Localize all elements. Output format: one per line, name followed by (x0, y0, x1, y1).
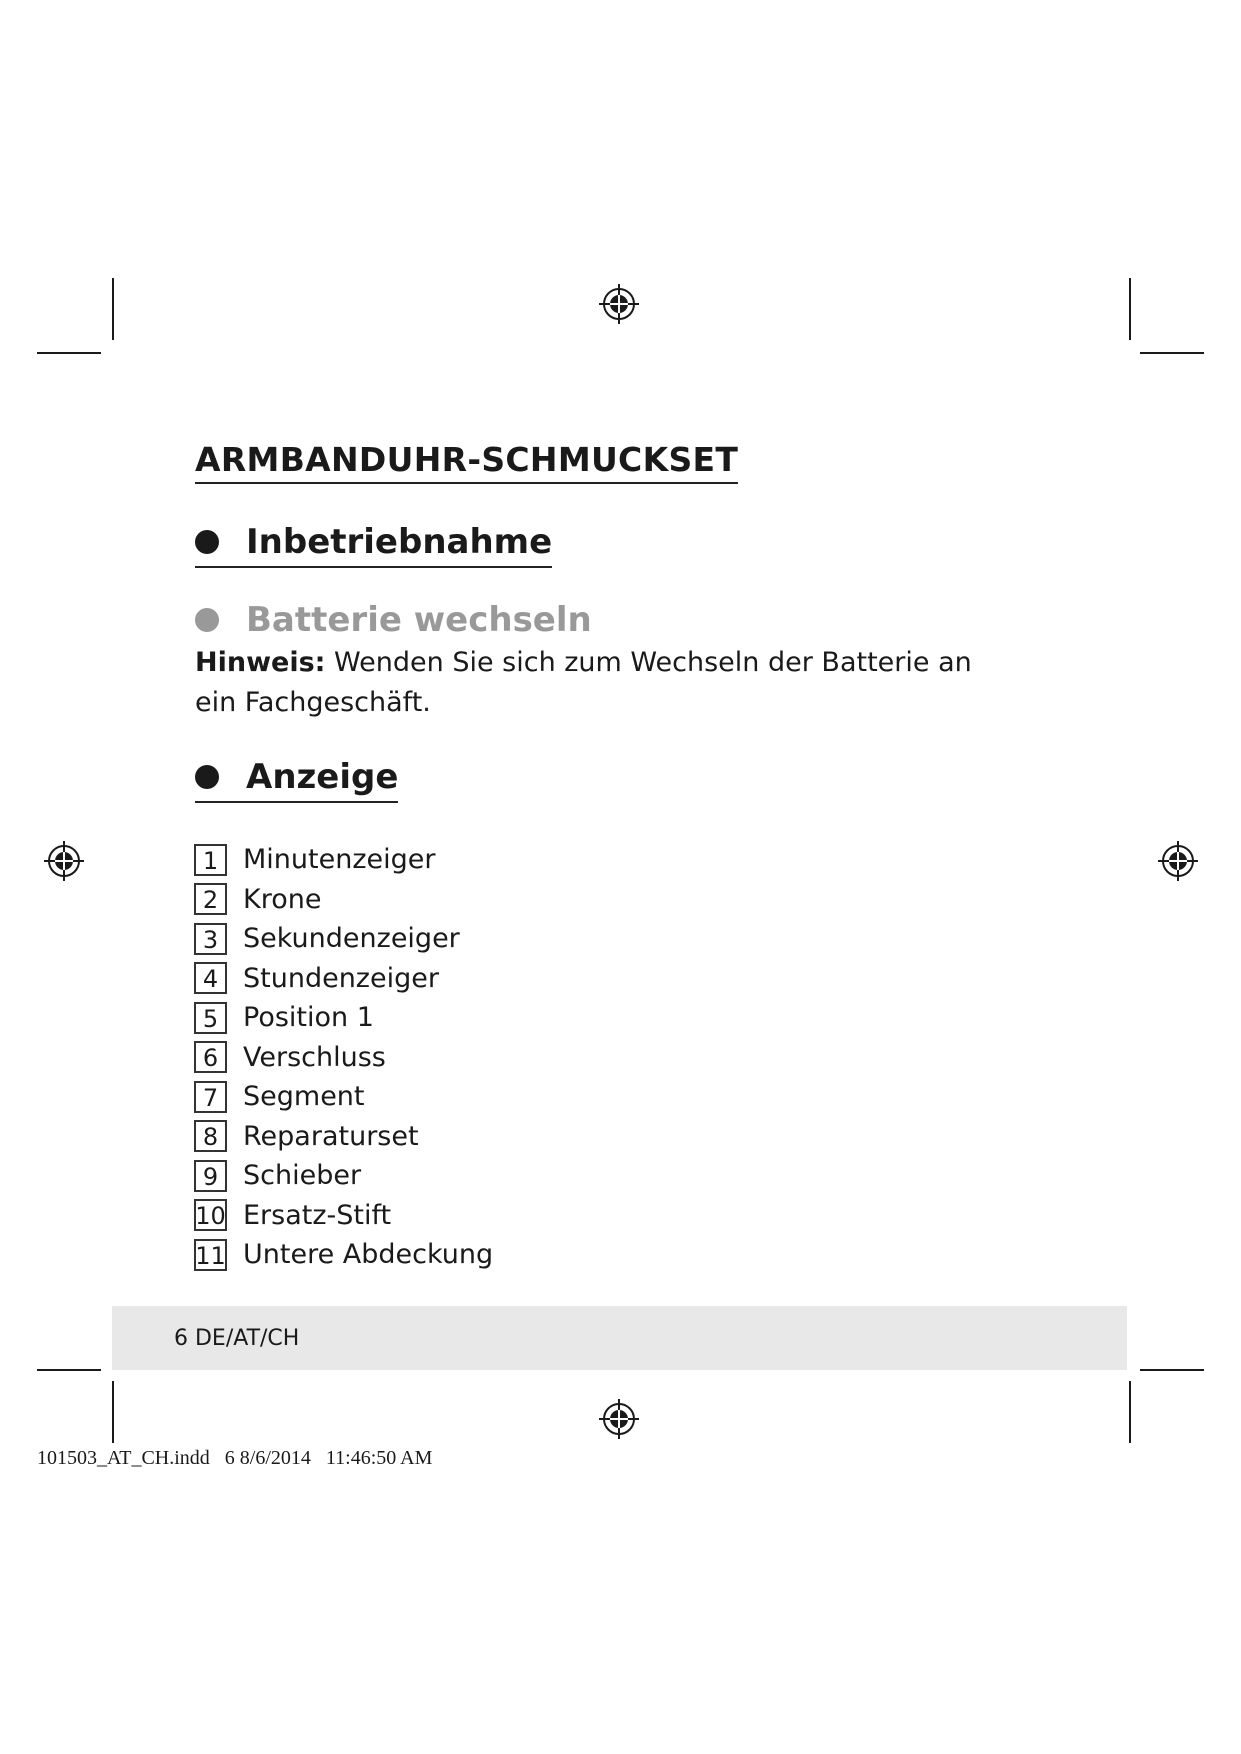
list-item (194, 998, 493, 1038)
list-item (194, 840, 493, 880)
crop-mark-top-left-v (112, 278, 114, 340)
section-heading-anzeige (195, 757, 398, 803)
page-footer (112, 1306, 1127, 1370)
item-number-box: 11 (194, 1239, 227, 1271)
item-number-box: 8 (194, 1120, 227, 1152)
item-label: Schieber (243, 1160, 362, 1192)
list-item (194, 1196, 493, 1236)
section-heading-batterie-wechseln (195, 600, 592, 640)
item-label: Ersatz-Stift (243, 1199, 392, 1231)
item-number-box: 6 (194, 1041, 227, 1073)
item-number-box: 9 (194, 1160, 227, 1192)
crop-mark-bottom-right-h (1140, 1369, 1204, 1371)
document-title: ARMBANDUHR-SCHMUCKSET (195, 440, 738, 484)
list-item (194, 880, 493, 920)
bullet-icon (195, 608, 219, 632)
list-item (194, 1038, 493, 1078)
bullet-icon (195, 765, 219, 789)
parts-list (194, 840, 493, 1275)
registration-mark-left-icon (42, 839, 86, 883)
item-label: Position 1 (243, 1002, 374, 1034)
item-label: Verschluss (243, 1041, 386, 1073)
item-number-box: 1 (194, 844, 227, 876)
item-label: Minutenzeiger (243, 844, 436, 876)
print-slug: 101503_AT_CH.indd 6 8/6/2014 11:46:50 AM (37, 1447, 433, 1469)
item-number-box: 3 (194, 923, 227, 955)
item-label: Untere Abdeckung (243, 1239, 494, 1271)
item-number-box: 7 (194, 1081, 227, 1113)
section-heading-inbetriebnahme (195, 522, 552, 568)
item-number-box: 5 (194, 1002, 227, 1034)
list-item (194, 1156, 493, 1196)
section-heading-text: Anzeige (246, 757, 399, 797)
battery-note (195, 643, 995, 723)
note-label: Hinweis: (195, 647, 326, 678)
note-text: Wenden Sie sich zum Wechseln der Batterie an ein Fachgeschäft. (195, 647, 972, 718)
list-item (194, 1235, 493, 1275)
item-number-box: 10 (194, 1199, 227, 1231)
crop-mark-top-left-h (37, 352, 101, 354)
list-item (194, 959, 493, 999)
list-item (194, 919, 493, 959)
section-heading-text: Inbetriebnahme (246, 522, 553, 562)
crop-mark-top-right-h (1140, 352, 1204, 354)
page-number: 6 DE/AT/CH (174, 1325, 300, 1351)
registration-mark-bottom-icon (597, 1397, 641, 1441)
item-number-box: 4 (194, 962, 227, 994)
crop-mark-top-right-v (1129, 278, 1131, 340)
list-item (194, 1077, 493, 1117)
item-label: Reparaturset (243, 1120, 419, 1152)
crop-mark-bottom-right-v (1129, 1381, 1131, 1443)
crop-mark-bottom-left-v (112, 1381, 114, 1443)
list-item (194, 1117, 493, 1157)
item-label: Stundenzeiger (243, 962, 439, 994)
item-label: Sekundenzeiger (243, 923, 460, 955)
bullet-icon (195, 530, 219, 554)
item-label: Krone (243, 883, 322, 915)
item-number-box: 2 (194, 883, 227, 915)
section-heading-text: Batterie wechseln (246, 600, 592, 640)
crop-mark-bottom-left-h (37, 1369, 101, 1371)
registration-mark-right-icon (1156, 839, 1200, 883)
registration-mark-top-icon (597, 282, 641, 326)
item-label: Segment (243, 1081, 365, 1113)
